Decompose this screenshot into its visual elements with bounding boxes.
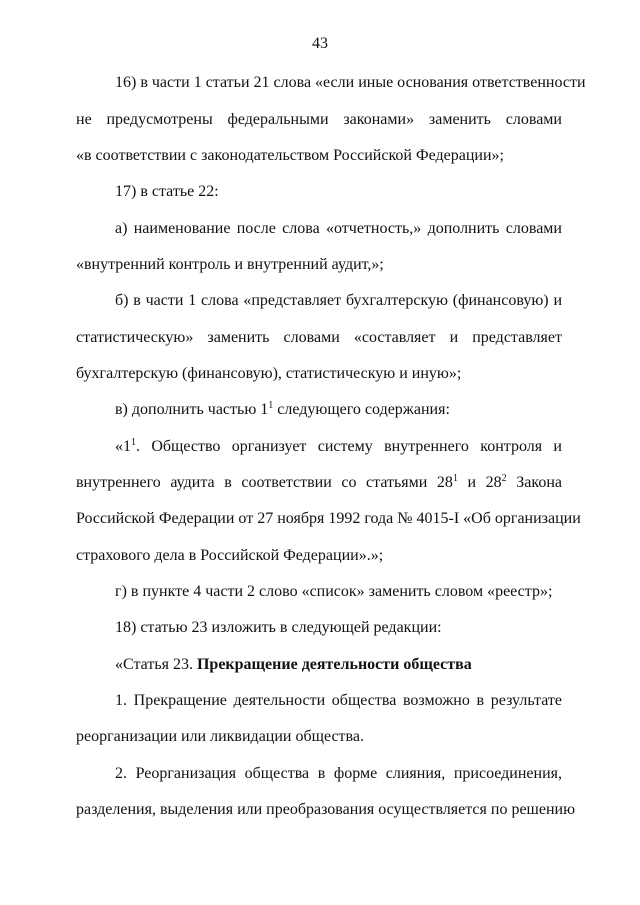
- text-line: [115, 400, 562, 420]
- text-line: б) в части 1 слова «представляет бухгалтерскую (финансовую) и: [115, 292, 562, 309]
- text-line: [115, 437, 562, 457]
- superscript: 1: [268, 400, 274, 411]
- page-number: 43: [312, 35, 328, 52]
- text-line: 18) статью 23 изложить в следующей редакции:: [115, 619, 442, 636]
- text-line: разделения, выделения или преобразования осуществляется по решению: [76, 801, 576, 818]
- text-run: следующего содержания:: [273, 401, 450, 418]
- text-line: 17) в статье 22:: [115, 183, 219, 200]
- text-line: не предусмотрены федеральными законами» заменить словами: [76, 111, 562, 128]
- text-line: страхового дела в Российской Федерации».»;: [76, 547, 384, 564]
- text-line: а) наименование после слова «отчетность,» дополнить словами: [115, 220, 562, 237]
- text-run: Закона: [506, 474, 562, 491]
- text-line: бухгалтерскую (финансовую), статистическую и иную»;: [76, 365, 462, 382]
- bold-heading: Прекращение деятельности общества: [196, 656, 472, 673]
- superscript: 2: [501, 473, 507, 484]
- text-line: Российской Федерации от 27 ноября 1992 года № 4015-I «Об организации: [76, 510, 581, 527]
- text-line: 2. Реорганизация общества в форме слияния, присоединения,: [115, 765, 562, 782]
- text-line: 16) в части 1 статьи 21 слова «если иные основания ответственности: [115, 74, 586, 91]
- text-run: внутреннего аудита в соответствии со статьями 28: [76, 474, 453, 491]
- text-line: реорганизации или ликвидации общества.: [76, 728, 364, 745]
- text-line: [76, 473, 562, 493]
- text-line: статистическую» заменить словами «составляет и представляет: [76, 329, 562, 346]
- text-run: «1: [115, 438, 131, 455]
- text-line: «внутренний контроль и внутренний аудит,»;: [76, 256, 384, 273]
- superscript: 1: [452, 473, 458, 484]
- text-run: . Общество организует систему внутреннего контроля и: [136, 438, 562, 455]
- article-heading: [115, 655, 562, 675]
- text-line: «в соответствии с законодательством Российской Федерации»;: [76, 147, 504, 164]
- text-line: г) в пункте 4 части 2 слово «список» заменить словом «реестр»;: [115, 583, 553, 600]
- text-run: в) дополнить частью 1: [115, 401, 269, 418]
- text-line: 1. Прекращение деятельности общества возможно в результате: [115, 692, 562, 709]
- text-run: и 28: [457, 474, 502, 491]
- superscript: 1: [131, 437, 136, 448]
- text-run: «Статья 23.: [115, 656, 197, 673]
